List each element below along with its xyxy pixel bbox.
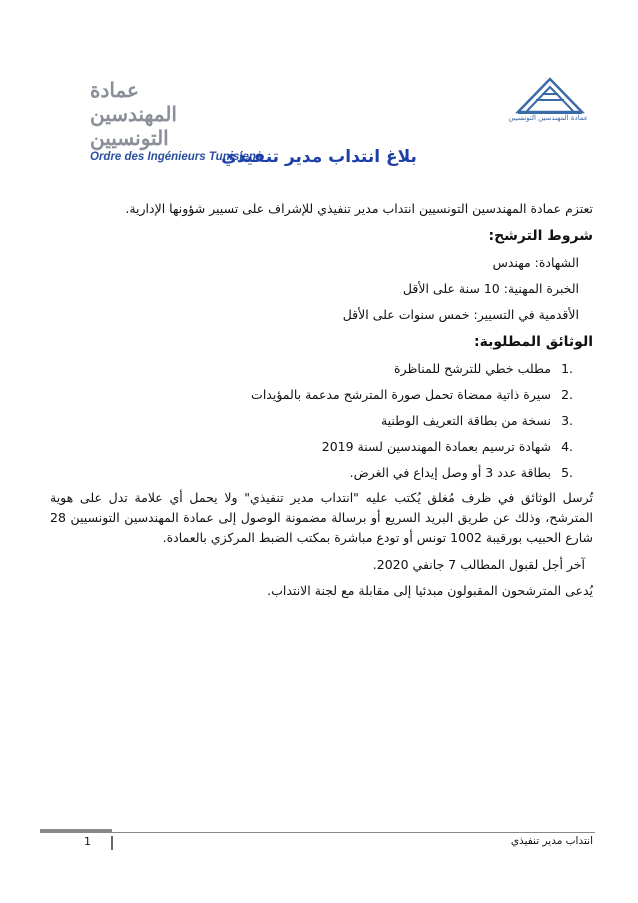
pyramid-emblem-icon [512, 76, 588, 116]
logo-arabic-text: عمادة المهندسين التونسيين [90, 78, 177, 150]
documents-list [50, 356, 593, 486]
document-item [50, 356, 573, 382]
emblem-caption: عمادة المهندسين التونسيين [508, 114, 588, 122]
document-item [50, 434, 573, 460]
documents-heading: الوثائق المطلوبة: [473, 334, 593, 350]
document-item [50, 460, 573, 486]
announcement-body [50, 196, 593, 604]
submission-paragraph: تُرسل الوثائق في ظرف مُغلق يُكتب عليه "انتداب مدير تنفيذي" ولا يحمل أي علامة تدل على هوية المترشح، وذلك عن طريق البريد السريع أو برسالة مضمونة الوصول إلى عمادة المهندسين التونسيين 28 شارع الحبيب بورقيبة 1002 تونس أو تودع مباشرة بمكتب الضبط المركزي بالعمادة. [50, 490, 593, 545]
page-number: 1 [84, 835, 91, 848]
logo-french-text: Ordre des Ingénieurs Tunisiens [90, 151, 263, 163]
footer-divider [40, 832, 595, 833]
document-number: 3. [561, 413, 573, 428]
document-item [50, 382, 573, 408]
invitation-text: يُدعى المترشحون المقبولون مبدئيا إلى مقابلة مع لجنة الانتداب. [267, 583, 593, 598]
document-number: 4. [561, 439, 573, 454]
footer-separator [111, 836, 113, 850]
document-number: 2. [561, 387, 573, 402]
conditions-heading: شروط الترشح: [488, 228, 593, 244]
document-item [50, 408, 573, 434]
document-number: 1. [561, 361, 573, 376]
condition-item: الخبرة المهنية: 10 سنة على الأقل [402, 281, 579, 296]
condition-item: الأقدمية في التسيير: خمس سنوات على الأقل [342, 307, 579, 322]
document-text: نسخة من بطاقة التعريف الوطنية [380, 413, 551, 428]
oit-emblem-logo [508, 76, 588, 126]
page-title: بلاغ انتداب مدير تنفيذي [221, 147, 417, 167]
intro-text: تعتزم عمادة المهندسين التونسيين انتداب مدير تنفيذي للإشراف على تسيير شؤونها الإدارية. [125, 201, 593, 216]
document-text: بطاقة عدد 3 أو وصل إيداع في الغرض. [349, 465, 551, 480]
deadline-text: آخر أجل لقبول المطالب 7 جانفي 2020. [372, 557, 585, 572]
document-text: شهادة ترسيم بعمادة المهندسين لسنة 2019 [321, 439, 551, 454]
condition-item: الشهادة: مهندس [492, 255, 579, 270]
footer-document-title: انتداب مدير تنفيذي [510, 835, 593, 847]
document-number: 5. [561, 465, 573, 480]
document-text: سيرة ذاتية ممضاة تحمل صورة المترشح مدعمة بالمؤيدات [251, 387, 551, 402]
document-text: مطلب خطي للترشح للمناظرة [394, 361, 551, 376]
